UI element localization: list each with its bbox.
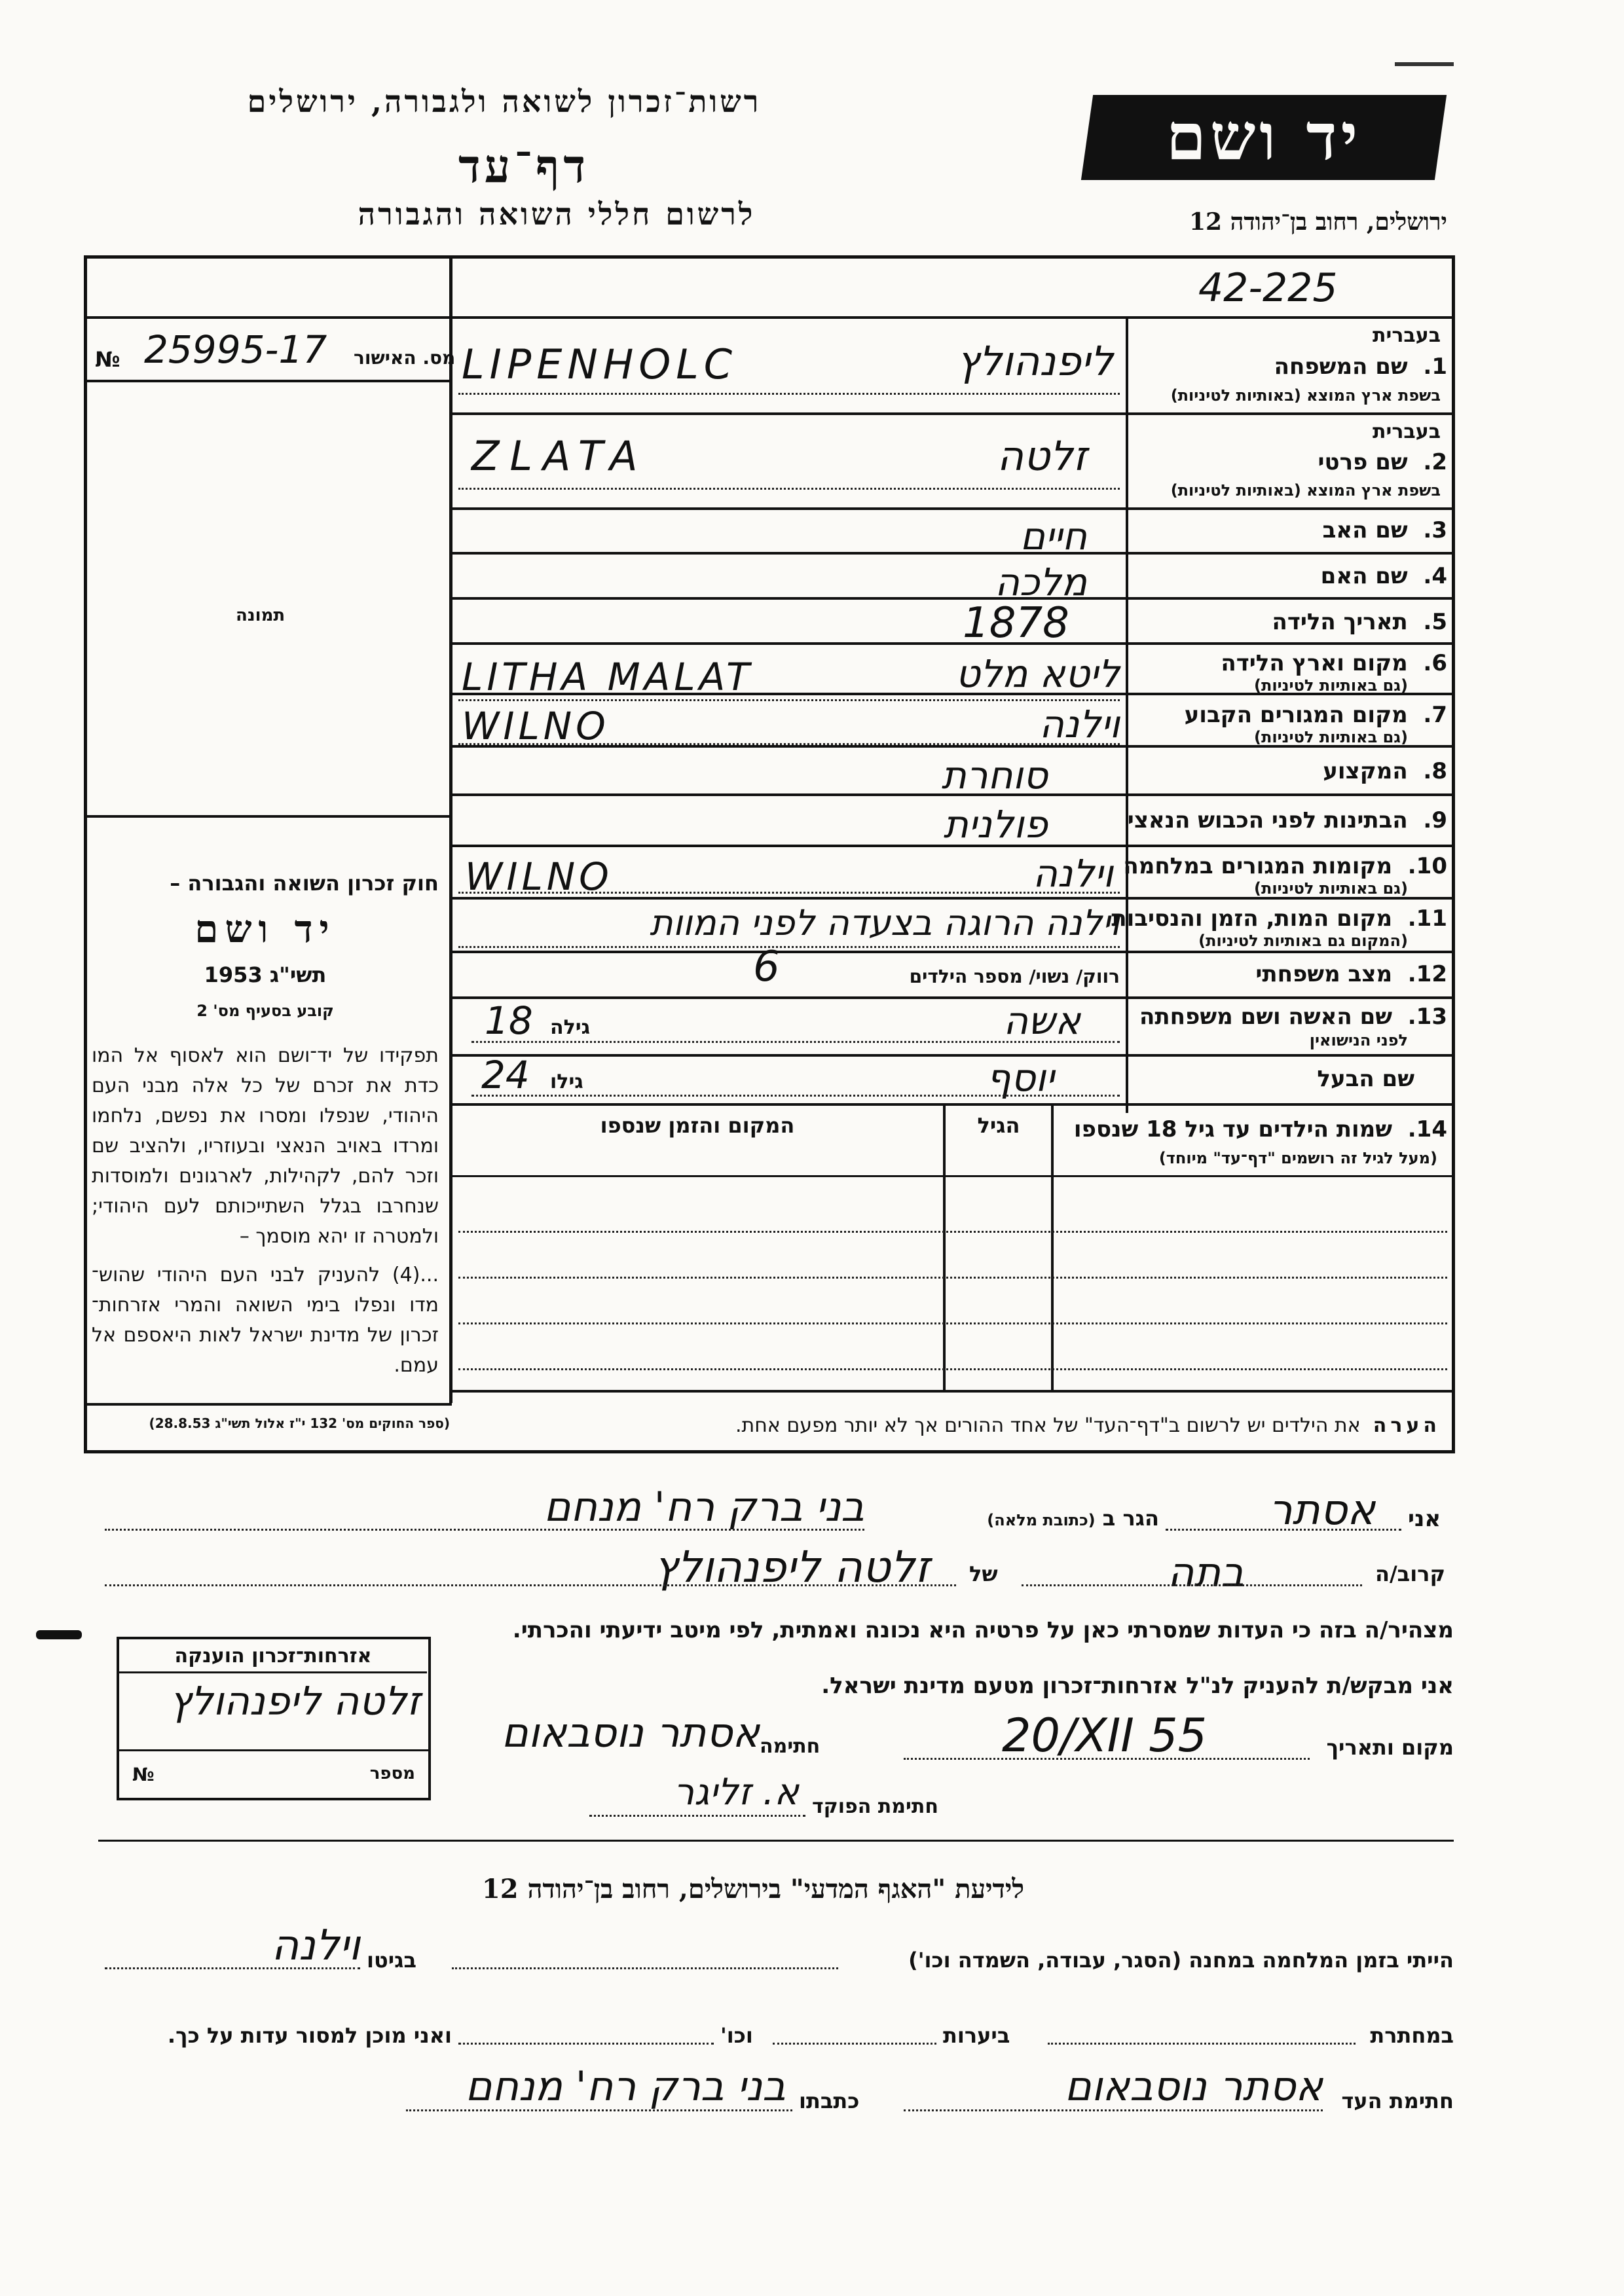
signature-value: אסתר נוסבאום	[501, 1709, 760, 1757]
field-5-label	[1139, 609, 1447, 635]
witness-signature-value: אסתר נוסבאום	[1064, 2062, 1323, 2110]
camp-dotted	[452, 1967, 838, 1969]
ready-label: ואני מוכן למסור עדות על כך.	[167, 2023, 452, 2048]
declaration-ani-value: אסתר	[1268, 1486, 1375, 1535]
field-1-hebrew-value: ליפנהולץ	[957, 337, 1113, 385]
witness-address-value: בני ברק רח' מנחם	[465, 2062, 786, 2110]
header-address: ירושלים, רחוב בן־יהודה 12	[1189, 208, 1447, 236]
full-address-note: (כתובת מלאה)	[987, 1511, 1096, 1529]
field-9-number: 9.	[1423, 807, 1447, 833]
field-12-value: 6	[753, 943, 780, 991]
field-11-label	[1111, 905, 1447, 932]
field-2-number: 2.	[1423, 449, 1447, 475]
declaration-address-dotted	[105, 1529, 864, 1531]
left-photo-divider	[84, 815, 451, 818]
forests-label: ביערות	[943, 2023, 1010, 2048]
top-strip-divider	[449, 316, 1455, 319]
bottom-section-rule	[98, 1840, 1454, 1842]
field-7-number: 7.	[1423, 702, 1447, 728]
field-1-dotted-line	[458, 393, 1120, 395]
officer-signature-label: חתימת הפוקד	[812, 1795, 938, 1818]
law-year: תשי"ג 1953	[204, 962, 327, 987]
declaration-of-dotted	[105, 1584, 956, 1586]
field-1-latin-value: LIPENHOLC	[462, 340, 738, 388]
field-3-number: 3.	[1423, 517, 1447, 543]
officer-signature-value: א. זליגר	[673, 1771, 799, 1813]
row-separator	[449, 951, 1455, 953]
field-4-number: 4.	[1423, 563, 1447, 589]
left-approval-divider	[84, 380, 451, 382]
field-2-sublabel: בשפת ארץ המוצא (באותיות לטיניות)	[1170, 481, 1441, 500]
field-10-number: 10.	[1407, 853, 1447, 879]
row-separator	[449, 1103, 1455, 1106]
row-separator	[449, 507, 1455, 510]
declaration-resides-label	[851, 1506, 1159, 1531]
witness-dotted	[904, 2109, 1323, 2111]
field-3-value: חיים	[1020, 514, 1087, 558]
field-2-side-label: בעברית	[1373, 420, 1441, 443]
field-1-sublabel: בשפת ארץ המוצא (באותיות לטיניות)	[1170, 386, 1441, 405]
field-8-value: סוחרת	[941, 753, 1048, 797]
approval-symbol: №	[95, 347, 120, 372]
field-5-name: תאריך הלידה	[1272, 609, 1408, 635]
law-name: יד ושם	[194, 907, 336, 951]
field-6-name: מקום וארץ הלידה	[1221, 650, 1408, 676]
field-4-label	[1139, 563, 1447, 589]
children-dotted-row	[458, 1368, 1447, 1370]
etc-dotted	[458, 2043, 714, 2045]
field-2-hebrew-value: זלטה	[997, 432, 1087, 480]
bottom-title: לידיעת "האגף המדעי" בירושלים, רחוב בן־יהודה 12	[481, 1874, 1025, 1904]
field-11-dotted-line	[458, 946, 1120, 948]
field-2-dotted-line	[458, 488, 1120, 490]
law-title: חוק זכרון השואה והגבורה –	[170, 871, 439, 896]
field-11-value: וילנה הרוגה בצעדה לפני המוות	[650, 902, 1120, 943]
form-subtitle: לרשום חללי השואה והגבורה	[358, 196, 756, 232]
law-text-main: תפקידו של יד־ושם הוא לאסוף אל המו כדת את זכרם של כל אלה מבני העם היהודי, שנפלו ומסרו את נפשם, נלחמו ומרדו באויב הנאצי ובעוזריו, ולהציב שם וזכר להם, לקהילות, לארגונים ולמוסדות שנחרבו בגלל השתייכותם לעם היהודי; ולמטרה זו יהא מוסמך –	[92, 1044, 439, 1248]
field-2-latin-value: ZLATA	[471, 432, 648, 480]
field-12-name: מצב משפחתי	[1255, 961, 1393, 987]
officer-dotted	[589, 1815, 805, 1817]
note-label: הערה	[1373, 1414, 1441, 1437]
place-date-label: מקום ותאריך	[1326, 1735, 1454, 1760]
field-6-dotted-line	[458, 699, 1120, 701]
field-5-value: 1878	[963, 599, 1069, 647]
page-edge-mark	[36, 1630, 82, 1639]
row-separator	[449, 412, 1455, 415]
field-1-label	[1139, 354, 1447, 380]
field-2-name: שם פרטי	[1318, 449, 1408, 475]
document-number: 42-225	[1198, 265, 1338, 311]
field-11-name: מקום המות, הזמן והנסיבות	[1111, 905, 1393, 932]
field-14-label	[1058, 1116, 1447, 1142]
labels-divider	[1126, 316, 1128, 1113]
row-separator	[449, 642, 1455, 645]
declaration-statement: מצהיר/ה בזה כי העדות שמסרתי כאן על פרטיה היא נכונה ואמתית, לפי מיטב ידיעתי והכרתי.	[512, 1617, 1454, 1643]
field-1-name: שם המשפחה	[1274, 354, 1408, 380]
field-13-value: אשה	[1003, 998, 1080, 1043]
field-2-label	[1139, 449, 1447, 475]
etc-label: וכו'	[720, 2023, 753, 2048]
underground-dotted	[1048, 2043, 1356, 2045]
field-5-number: 5.	[1423, 609, 1447, 635]
approval-label: מס. האישור	[354, 347, 456, 369]
children-age-col-left	[943, 1103, 946, 1390]
husband-value: יוסף	[986, 1055, 1054, 1100]
children-dotted-row	[458, 1231, 1447, 1233]
declaration-ani-label: אני	[1408, 1506, 1441, 1532]
left-column-divider	[449, 255, 452, 1403]
field-10-name: מקומות המגורים במלחמה	[1123, 853, 1393, 879]
resides-text: הגר ב	[1102, 1506, 1159, 1531]
field-11-number: 11.	[1407, 905, 1447, 932]
witness-address-label: כתבתו	[799, 2088, 860, 2113]
ghetto-dotted	[105, 1967, 360, 1969]
husband-label: שם הבעל	[1317, 1066, 1414, 1092]
field-7-sublabel: (גם באותיות לטיניות)	[1254, 728, 1408, 746]
field-7-label	[1139, 702, 1447, 728]
field-8-number: 8.	[1423, 758, 1447, 784]
field-9-label	[1127, 807, 1447, 833]
stamp-divider	[119, 1749, 428, 1751]
field-6-number: 6.	[1423, 650, 1447, 676]
field-9-name: הבתינות לפני הכבוש הנאצי	[1127, 807, 1408, 833]
field-13-name: שם האשה ושם משפחתה	[1139, 1004, 1393, 1030]
underground-label: במחתרת	[1370, 2023, 1454, 2048]
stamp-number-label: מספר	[369, 1764, 415, 1783]
witness-signature-label: חתימת העד	[1341, 2088, 1454, 2113]
citizenship-stamp	[117, 1637, 431, 1800]
ghetto-value: וילנה	[271, 1922, 360, 1970]
logo-text: יד ושם	[1166, 100, 1362, 175]
place-date-dotted	[904, 1758, 1310, 1760]
note-line	[458, 1414, 1441, 1437]
signature-label: חתימה	[760, 1735, 821, 1758]
field-13-label	[1139, 1004, 1447, 1030]
field-14-sublabel: (מעל לגיל זה רושמים "דף־עד" מיוחד)	[1158, 1149, 1437, 1167]
field-10-latin-value: WILNO	[465, 854, 613, 899]
authority-title: רשות־זכרון לשואה ולגבורה, ירושלים	[247, 84, 762, 119]
field-13-age-value: 18	[485, 998, 533, 1043]
field-13-dotted-line	[471, 1041, 1120, 1043]
field-8-name: המקצוע	[1323, 758, 1408, 784]
field-1-number: 1.	[1423, 354, 1447, 380]
stamp-number-symbol: №	[132, 1764, 155, 1785]
left-top-divider	[84, 316, 451, 319]
declaration-of-label: של	[969, 1561, 998, 1586]
declaration-request: אני מבקש/ת להעניק לנ"ל אזרחות־זכרון מטעם מדינת ישראל.	[821, 1673, 1454, 1699]
logo-scratch-mark	[1395, 62, 1454, 66]
declaration-of-value: זלטה ליפנהולץ	[654, 1542, 930, 1592]
field-7-hebrew-value: וילנה	[1039, 702, 1120, 746]
ghetto-label: בגיטו	[367, 1948, 416, 1973]
declaration-relative-label: קרוב/ה	[1375, 1561, 1445, 1586]
children-age-header: הגיל	[977, 1113, 1020, 1138]
field-14-number: 14.	[1407, 1116, 1447, 1142]
camp-line-label: הייתי בזמן המלחמה במחנה (הסגר, עבודה, השמדה וכו')	[908, 1948, 1454, 1973]
left-bottom-divider	[84, 1403, 452, 1406]
field-6-hebrew-value: ליטא מלט	[955, 651, 1120, 696]
stamp-name: זלטה ליפנהולץ	[169, 1679, 420, 1724]
field-1-side-label: בעברית	[1373, 324, 1441, 347]
note-top-divider	[449, 1390, 1455, 1393]
children-dotted-row	[458, 1322, 1447, 1324]
photo-label: תמונה	[236, 606, 286, 625]
place-date-value: 20/XII 55	[1002, 1709, 1208, 1762]
field-12-number: 12.	[1407, 961, 1447, 987]
law-clause: קובע בסעיף מס' 2	[196, 1002, 334, 1020]
field-12-sublabel: רווק/ נשוי/ מספר הילדים	[909, 966, 1120, 987]
field-4-value: מלכה	[995, 560, 1087, 604]
field-6-sublabel: (גם באותיות לטיניות)	[1254, 676, 1408, 695]
field-11-sublabel: (המקום גם באותיות לטיניות)	[1198, 932, 1408, 950]
field-9-value: פולנית	[943, 802, 1048, 847]
husband-age-value: 24	[481, 1053, 530, 1097]
children-header-underline	[449, 1175, 1455, 1177]
stamp-title: אזרחות־זכרון הוענקה	[119, 1645, 427, 1673]
field-12-label	[1139, 961, 1447, 987]
field-7-dotted-line	[458, 743, 1120, 745]
field-13-sublabel: לפני הנישואין	[1309, 1031, 1408, 1049]
law-text-clause: ...(4) להעניק לבני העם היהודי שהוש־ מדו ונפלו בימי השואה והמרי אזרחות־ זכרון של מדינת ישראל לאות היאספם אל עמם.	[92, 1264, 439, 1377]
field-7-latin-value: WILNO	[462, 704, 610, 748]
law-source: (ספר החוקים מס' 132 י"ז אלול תשי"ג 28.8.53)	[149, 1415, 450, 1431]
children-dotted-row	[458, 1277, 1447, 1279]
field-10-sublabel: (גם באותיות לטיניות)	[1254, 879, 1408, 898]
forests-dotted	[773, 2043, 936, 2045]
field-3-name: שם האב	[1322, 517, 1408, 543]
declaration-relative-dotted	[1022, 1584, 1362, 1586]
field-3-label	[1139, 517, 1447, 543]
form-title: דף־עד	[458, 139, 589, 193]
approval-number: 25995-17	[144, 327, 327, 372]
field-10-hebrew-value: וילנה	[1033, 851, 1113, 896]
field-10-dotted-line	[458, 892, 1120, 894]
field-8-label	[1139, 758, 1447, 784]
declaration-address-value: בני ברק רח' מנחם	[544, 1483, 864, 1531]
declaration-relative-value: בתה	[1167, 1548, 1244, 1596]
field-13-number: 13.	[1407, 1004, 1447, 1030]
declaration-ani-dotted	[1166, 1529, 1401, 1531]
witness-address-dotted	[406, 2109, 792, 2111]
field-4-name: שם האם	[1320, 563, 1408, 589]
children-age-col-right	[1051, 1103, 1054, 1390]
children-place-header: המקום והזמן שנספו	[600, 1113, 795, 1138]
note-text: את הילדים יש לרשום ב"דף־העד" של אחד ההורים אך לא יותר מפעם אחת.	[735, 1414, 1361, 1437]
husband-age-label: גילו	[550, 1070, 583, 1093]
field-14-name: שמות הילדים עד גיל 18 שנספו	[1073, 1116, 1393, 1142]
field-13-age-label: גילה	[550, 1016, 590, 1039]
yad-vashem-logo	[1081, 95, 1447, 180]
field-6-label	[1139, 650, 1447, 676]
field-7-name: מקום המגורים הקבוע	[1184, 702, 1408, 728]
field-6-latin-value: LITHA MALAT	[462, 655, 754, 699]
husband-dotted-line	[471, 1095, 1120, 1097]
field-10-label	[1123, 853, 1447, 879]
